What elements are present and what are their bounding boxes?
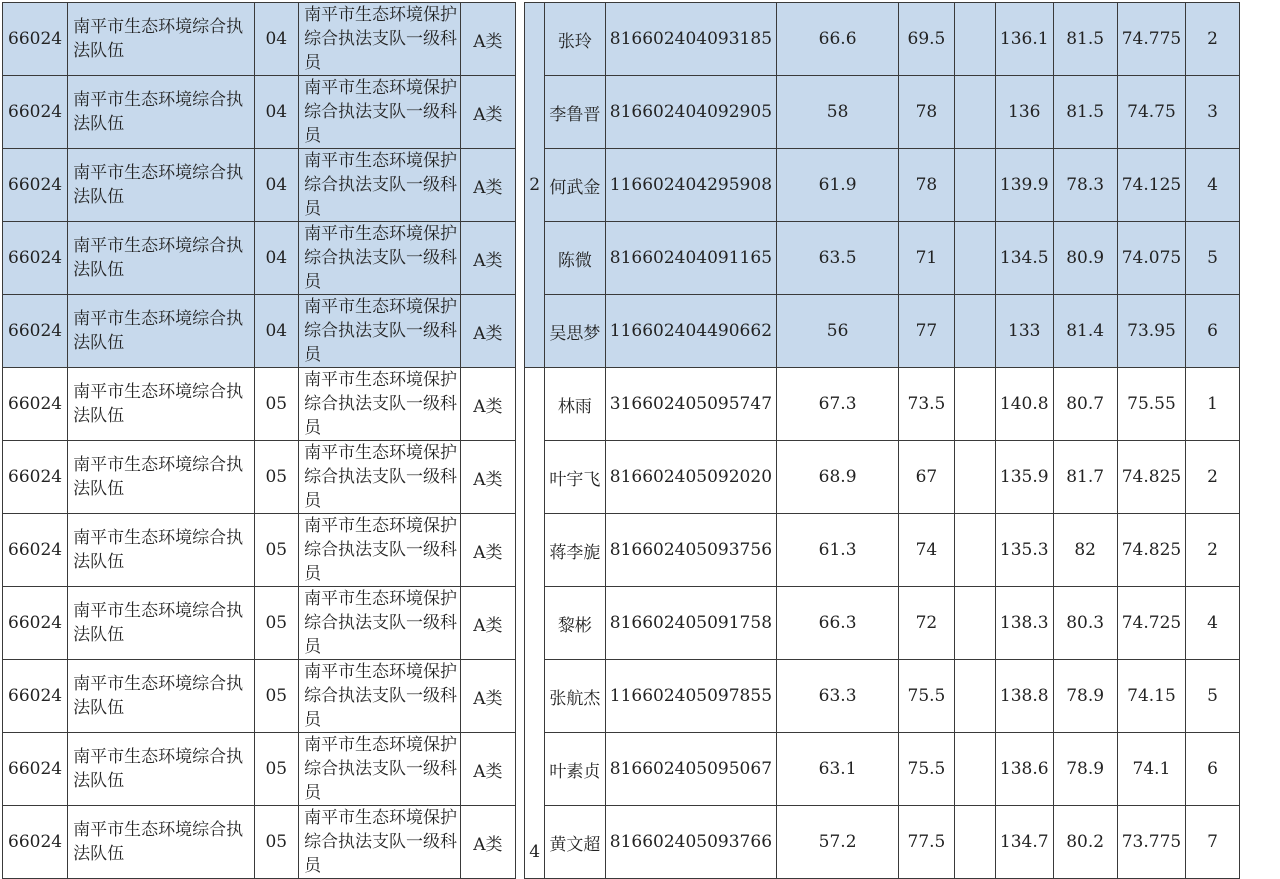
unit-name-cell: 南平市生态环境综合执法队伍 [68,733,254,806]
unit-name-cell: 南平市生态环境综合执法队伍 [68,441,254,514]
column-gap [515,3,525,76]
written-total-cell: 138.3 [995,587,1053,660]
written-score-a-cell: 61.9 [777,149,899,222]
rank-cell: 4 [1186,587,1240,660]
rank-cell: 2 [1186,3,1240,76]
column-gap [515,587,525,660]
interview-score-cell: 80.3 [1053,587,1117,660]
category-cell: A类 [461,222,516,295]
unit-name-cell: 南平市生态环境综合执法队伍 [68,3,254,76]
written-total-cell: 138.6 [995,733,1053,806]
table-row [3,149,1280,222]
position-code-cell: 66024 [3,222,68,295]
unit-name-cell: 南平市生态环境综合执法队伍 [68,660,254,733]
bonus-score-cell [954,295,995,368]
bonus-score-cell [954,222,995,295]
written-score-a-cell: 57.2 [777,806,899,879]
written-score-a-cell: 63.3 [777,660,899,733]
candidate-name-cell: 李鲁晋 [545,76,606,149]
exam-number-cell: 316602405095747 [605,368,776,441]
column-gap [515,733,525,806]
candidate-name-cell: 陈微 [545,222,606,295]
bonus-score-cell [954,368,995,441]
final-score-cell: 73.775 [1117,806,1185,879]
written-total-cell: 140.8 [995,368,1053,441]
interview-score-cell: 81.5 [1053,76,1117,149]
column-gap [515,368,525,441]
final-score-cell: 75.55 [1117,368,1185,441]
final-score-cell: 74.775 [1117,3,1185,76]
exam-number-cell: 816602405092020 [605,441,776,514]
job-code-cell: 05 [254,660,299,733]
category-cell: A类 [461,806,516,879]
exam-number-cell: 816602404091165 [605,222,776,295]
final-score-cell: 74.825 [1117,441,1185,514]
column-gap [515,76,525,149]
candidate-name-cell: 叶宇飞 [545,441,606,514]
written-score-a-cell: 63.1 [777,733,899,806]
final-score-cell: 74.725 [1117,587,1185,660]
bonus-score-cell [954,514,995,587]
exam-number-cell: 116602405097855 [605,660,776,733]
position-code-cell: 66024 [3,660,68,733]
table-row [3,76,1280,149]
rank-cell: 1 [1186,368,1240,441]
written-total-cell: 136 [995,76,1053,149]
rank-cell: 2 [1186,514,1240,587]
unit-name-cell: 南平市生态环境综合执法队伍 [68,222,254,295]
written-score-a-cell: 63.5 [777,222,899,295]
category-cell: A类 [461,76,516,149]
position-code-cell: 66024 [3,733,68,806]
column-gap [515,222,525,295]
rank-cell: 4 [1186,149,1240,222]
written-score-b-cell: 73.5 [899,368,955,441]
written-score-a-cell: 56 [777,295,899,368]
rank-cell: 5 [1186,660,1240,733]
candidate-name-cell: 黄文超 [545,806,606,879]
job-title-cell: 南平市生态环境保护综合执法支队一级科员 [299,295,461,368]
position-code-cell: 66024 [3,587,68,660]
table-row [3,806,1280,879]
written-score-b-cell: 75.5 [899,660,955,733]
column-gap [515,806,525,879]
written-score-b-cell: 78 [899,76,955,149]
job-title-cell: 南平市生态环境保护综合执法支队一级科员 [299,733,461,806]
rank-cell: 5 [1186,222,1240,295]
final-score-cell: 74.075 [1117,222,1185,295]
job-code-cell: 04 [254,222,299,295]
job-title-cell: 南平市生态环境保护综合执法支队一级科员 [299,76,461,149]
job-title-cell: 南平市生态环境保护综合执法支队一级科员 [299,149,461,222]
rank-cell: 2 [1186,441,1240,514]
table-row [3,368,1280,441]
written-score-b-cell: 67 [899,441,955,514]
category-cell: A类 [461,368,516,441]
candidate-name-cell: 叶素贞 [545,733,606,806]
written-total-cell: 138.8 [995,660,1053,733]
table-row [3,222,1280,295]
job-title-cell: 南平市生态环境保护综合执法支队一级科员 [299,441,461,514]
written-score-b-cell: 72 [899,587,955,660]
column-gap [515,514,525,587]
unit-name-cell: 南平市生态环境综合执法队伍 [68,149,254,222]
written-score-a-cell: 66.6 [777,3,899,76]
exam-number-cell: 816602405091758 [605,587,776,660]
unit-name-cell: 南平市生态环境综合执法队伍 [68,806,254,879]
job-code-cell: 05 [254,368,299,441]
interview-score-cell: 81.5 [1053,3,1117,76]
position-code-cell: 66024 [3,3,68,76]
job-title-cell: 南平市生态环境保护综合执法支队一级科员 [299,587,461,660]
exam-number-cell: 816602404093185 [605,3,776,76]
table-row [3,587,1280,660]
table-row [3,514,1280,587]
hiring-quota-cell: 2 [525,3,545,368]
written-score-b-cell: 77 [899,295,955,368]
category-cell: A类 [461,441,516,514]
job-code-cell: 04 [254,295,299,368]
job-title-cell: 南平市生态环境保护综合执法支队一级科员 [299,660,461,733]
table-row [3,441,1280,514]
column-gap [515,295,525,368]
job-code-cell: 05 [254,806,299,879]
category-cell: A类 [461,660,516,733]
position-code-cell: 66024 [3,76,68,149]
final-score-cell: 74.1 [1117,733,1185,806]
table-row [3,295,1280,368]
written-score-a-cell: 66.3 [777,587,899,660]
rank-cell: 3 [1186,76,1240,149]
column-gap [515,149,525,222]
interview-score-cell: 80.9 [1053,222,1117,295]
position-code-cell: 66024 [3,441,68,514]
candidate-name-cell: 张玲 [545,3,606,76]
rank-cell: 6 [1186,295,1240,368]
candidate-name-cell: 张航杰 [545,660,606,733]
job-code-cell: 05 [254,587,299,660]
position-code-cell: 66024 [3,149,68,222]
interview-score-cell: 78.9 [1053,733,1117,806]
job-code-cell: 04 [254,149,299,222]
interview-score-cell: 80.7 [1053,368,1117,441]
final-score-cell: 74.75 [1117,76,1185,149]
written-score-b-cell: 75.5 [899,733,955,806]
interview-score-cell: 82 [1053,514,1117,587]
final-score-cell: 74.825 [1117,514,1185,587]
category-cell: A类 [461,733,516,806]
exam-number-cell: 116602404295908 [605,149,776,222]
written-score-b-cell: 71 [899,222,955,295]
results-table [2,2,1280,879]
written-score-a-cell: 68.9 [777,441,899,514]
candidate-name-cell: 何武金 [545,149,606,222]
unit-name-cell: 南平市生态环境综合执法队伍 [68,368,254,441]
interview-score-cell: 81.4 [1053,295,1117,368]
interview-score-cell: 78.3 [1053,149,1117,222]
final-score-cell: 74.125 [1117,149,1185,222]
bonus-score-cell [954,733,995,806]
final-score-cell: 73.95 [1117,295,1185,368]
exam-number-cell: 816602405095067 [605,733,776,806]
interview-score-cell: 78.9 [1053,660,1117,733]
written-total-cell: 136.1 [995,3,1053,76]
written-score-a-cell: 67.3 [777,368,899,441]
job-code-cell: 05 [254,514,299,587]
written-score-a-cell: 61.3 [777,514,899,587]
written-total-cell: 139.9 [995,149,1053,222]
job-title-cell: 南平市生态环境保护综合执法支队一级科员 [299,3,461,76]
interview-score-cell: 80.2 [1053,806,1117,879]
job-code-cell: 05 [254,733,299,806]
hiring-quota-cell: 4 [525,368,545,879]
written-score-a-cell: 58 [777,76,899,149]
exam-number-cell: 816602405093766 [605,806,776,879]
bonus-score-cell [954,660,995,733]
job-title-cell: 南平市生态环境保护综合执法支队一级科员 [299,368,461,441]
bonus-score-cell [954,76,995,149]
final-score-cell: 74.15 [1117,660,1185,733]
position-code-cell: 66024 [3,295,68,368]
table-row [3,3,1280,76]
category-cell: A类 [461,3,516,76]
bonus-score-cell [954,3,995,76]
unit-name-cell: 南平市生态环境综合执法队伍 [68,295,254,368]
written-total-cell: 134.7 [995,806,1053,879]
category-cell: A类 [461,587,516,660]
category-cell: A类 [461,149,516,222]
job-title-cell: 南平市生态环境保护综合执法支队一级科员 [299,222,461,295]
category-cell: A类 [461,514,516,587]
bonus-score-cell [954,806,995,879]
written-score-b-cell: 77.5 [899,806,955,879]
bonus-score-cell [954,587,995,660]
rank-cell: 7 [1186,806,1240,879]
candidate-name-cell: 蒋李旎 [545,514,606,587]
unit-name-cell: 南平市生态环境综合执法队伍 [68,514,254,587]
exam-number-cell: 816602405093756 [605,514,776,587]
written-score-b-cell: 78 [899,149,955,222]
written-score-b-cell: 69.5 [899,3,955,76]
unit-name-cell: 南平市生态环境综合执法队伍 [68,587,254,660]
unit-name-cell: 南平市生态环境综合执法队伍 [68,76,254,149]
job-code-cell: 04 [254,76,299,149]
job-code-cell: 05 [254,441,299,514]
category-cell: A类 [461,295,516,368]
written-total-cell: 135.3 [995,514,1053,587]
position-code-cell: 66024 [3,514,68,587]
candidate-name-cell: 黎彬 [545,587,606,660]
job-code-cell: 04 [254,3,299,76]
written-score-b-cell: 74 [899,514,955,587]
exam-number-cell: 116602404490662 [605,295,776,368]
exam-number-cell: 816602404092905 [605,76,776,149]
written-total-cell: 133 [995,295,1053,368]
written-total-cell: 135.9 [995,441,1053,514]
job-title-cell: 南平市生态环境保护综合执法支队一级科员 [299,514,461,587]
interview-score-cell: 81.7 [1053,441,1117,514]
column-gap [515,660,525,733]
position-code-cell: 66024 [3,806,68,879]
bonus-score-cell [954,441,995,514]
column-gap [515,441,525,514]
rank-cell: 6 [1186,733,1240,806]
written-total-cell: 134.5 [995,222,1053,295]
position-code-cell: 66024 [3,368,68,441]
table-row [3,733,1280,806]
bonus-score-cell [954,149,995,222]
candidate-name-cell: 林雨 [545,368,606,441]
candidate-name-cell: 吴思梦 [545,295,606,368]
table-row [3,660,1280,733]
job-title-cell: 南平市生态环境保护综合执法支队一级科员 [299,806,461,879]
